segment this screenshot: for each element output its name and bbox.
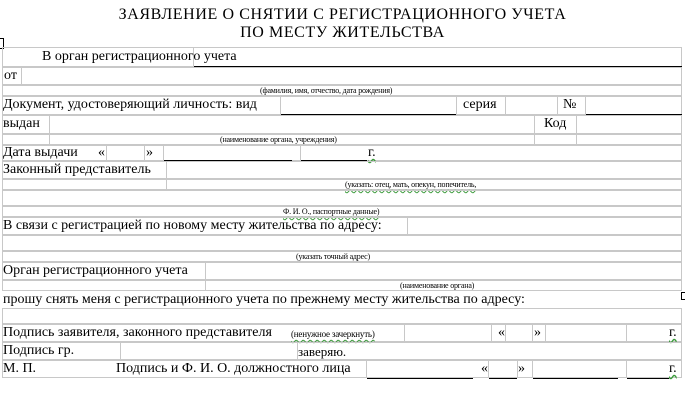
- applicant-day-field[interactable]: [506, 325, 532, 341]
- form-title-line-2: ПО МЕСТУ ЖИТЕЛЬСТВА: [240, 24, 445, 41]
- year-suffix: г.: [669, 361, 677, 376]
- new-address-field-2[interactable]: [3, 236, 682, 250]
- old-address-field[interactable]: [3, 309, 682, 323]
- applicant-sign-label: Подпись заявителя, законного представителя: [3, 325, 272, 340]
- applicant-sign-hint: (ненужное зачеркнуть): [291, 329, 375, 339]
- quote-close: »: [534, 325, 541, 340]
- new-address-field[interactable]: [408, 218, 682, 234]
- issued-by-field[interactable]: [50, 116, 534, 133]
- quote-open: «: [98, 145, 105, 160]
- citizen-sign-label: Подпись гр.: [3, 343, 75, 358]
- series-label: серия: [463, 97, 497, 112]
- official-sign-label: Подпись и Ф. И. О. должностного лица: [116, 361, 351, 376]
- applicant-signature-field[interactable]: [405, 325, 491, 341]
- new-address-label: В связи с регистрацией по новому месту жительства по адресу:: [3, 218, 382, 233]
- number-label: №: [563, 97, 577, 112]
- applicant-month-field[interactable]: [546, 325, 618, 341]
- form-title-line-1: ЗАЯВЛЕНИЕ О СНЯТИИ С РЕГИСТРАЦИОННОГО УЧЕТА: [118, 6, 567, 23]
- request-text: прошу снять меня с регистрационного учета по прежнему месту жительства по адресу:: [3, 292, 525, 307]
- stamp-label: М. П.: [3, 361, 37, 376]
- row-organ-hint: [2, 280, 682, 291]
- divider: [144, 145, 145, 161]
- issue-date-label: Дата выдачи: [3, 145, 78, 160]
- underline: [627, 378, 669, 379]
- issue-day-field[interactable]: [107, 146, 144, 160]
- divider: [456, 96, 457, 115]
- underline: [533, 378, 618, 379]
- row-issued-hint: [2, 134, 682, 145]
- quote-open: «: [498, 325, 505, 340]
- to-organ-field[interactable]: [194, 48, 682, 66]
- underline: [367, 378, 473, 379]
- from-label: от: [4, 68, 17, 83]
- legal-rep-hint: (указать: отец, мать, опекун, попечитель,: [345, 180, 477, 189]
- certify-label: заверяю.: [298, 344, 347, 359]
- official-day-field[interactable]: [489, 361, 517, 377]
- to-organ-label: В орган регистрационного учета: [42, 49, 237, 64]
- organ-field[interactable]: [206, 263, 682, 279]
- number-field[interactable]: [586, 97, 682, 114]
- issue-year-field[interactable]: [301, 146, 367, 160]
- legal-rep-hint-2: Ф. И. О., паспортные данные): [283, 207, 380, 216]
- official-year-field[interactable]: [627, 361, 669, 377]
- quote-close: »: [518, 361, 525, 376]
- applicant-year-field[interactable]: [627, 325, 669, 341]
- organ-label: Орган регистрационного учета: [3, 263, 188, 278]
- divider: [557, 96, 558, 115]
- paragraph-marker: [681, 292, 685, 300]
- quote-open: «: [481, 361, 488, 376]
- id-doc-type-field[interactable]: [281, 97, 456, 114]
- issue-month-field[interactable]: [164, 146, 292, 160]
- divider: [491, 324, 492, 342]
- year-suffix: г.: [669, 325, 677, 340]
- code-label: Код: [544, 116, 567, 131]
- organ-hint: (наименование органа): [400, 281, 475, 290]
- issued-hint: (наименование органа, учреждения): [220, 135, 337, 144]
- official-signature-field[interactable]: [367, 361, 473, 377]
- year-suffix: г.: [368, 145, 376, 160]
- divider: [532, 324, 533, 342]
- issued-label: выдан: [3, 116, 40, 131]
- legal-rep-label: Законный представитель: [3, 162, 151, 177]
- from-field[interactable]: [22, 68, 682, 84]
- id-doc-label: Документ, удостоверяющий личность: вид: [3, 97, 257, 112]
- legal-rep-details-field[interactable]: [3, 191, 682, 205]
- new-address-hint: (указать точный адрес): [296, 252, 370, 261]
- official-month-field[interactable]: [533, 361, 618, 377]
- underline: [489, 378, 517, 379]
- citizen-signature-field[interactable]: [121, 343, 297, 359]
- series-field[interactable]: [506, 97, 557, 114]
- quote-close: »: [146, 145, 153, 160]
- row-legal-rep-hint: [2, 179, 682, 190]
- code-field[interactable]: [577, 116, 682, 133]
- from-hint: (фамилия, имя, отчество, дата рождения): [260, 86, 393, 95]
- legal-rep-field[interactable]: [167, 162, 682, 178]
